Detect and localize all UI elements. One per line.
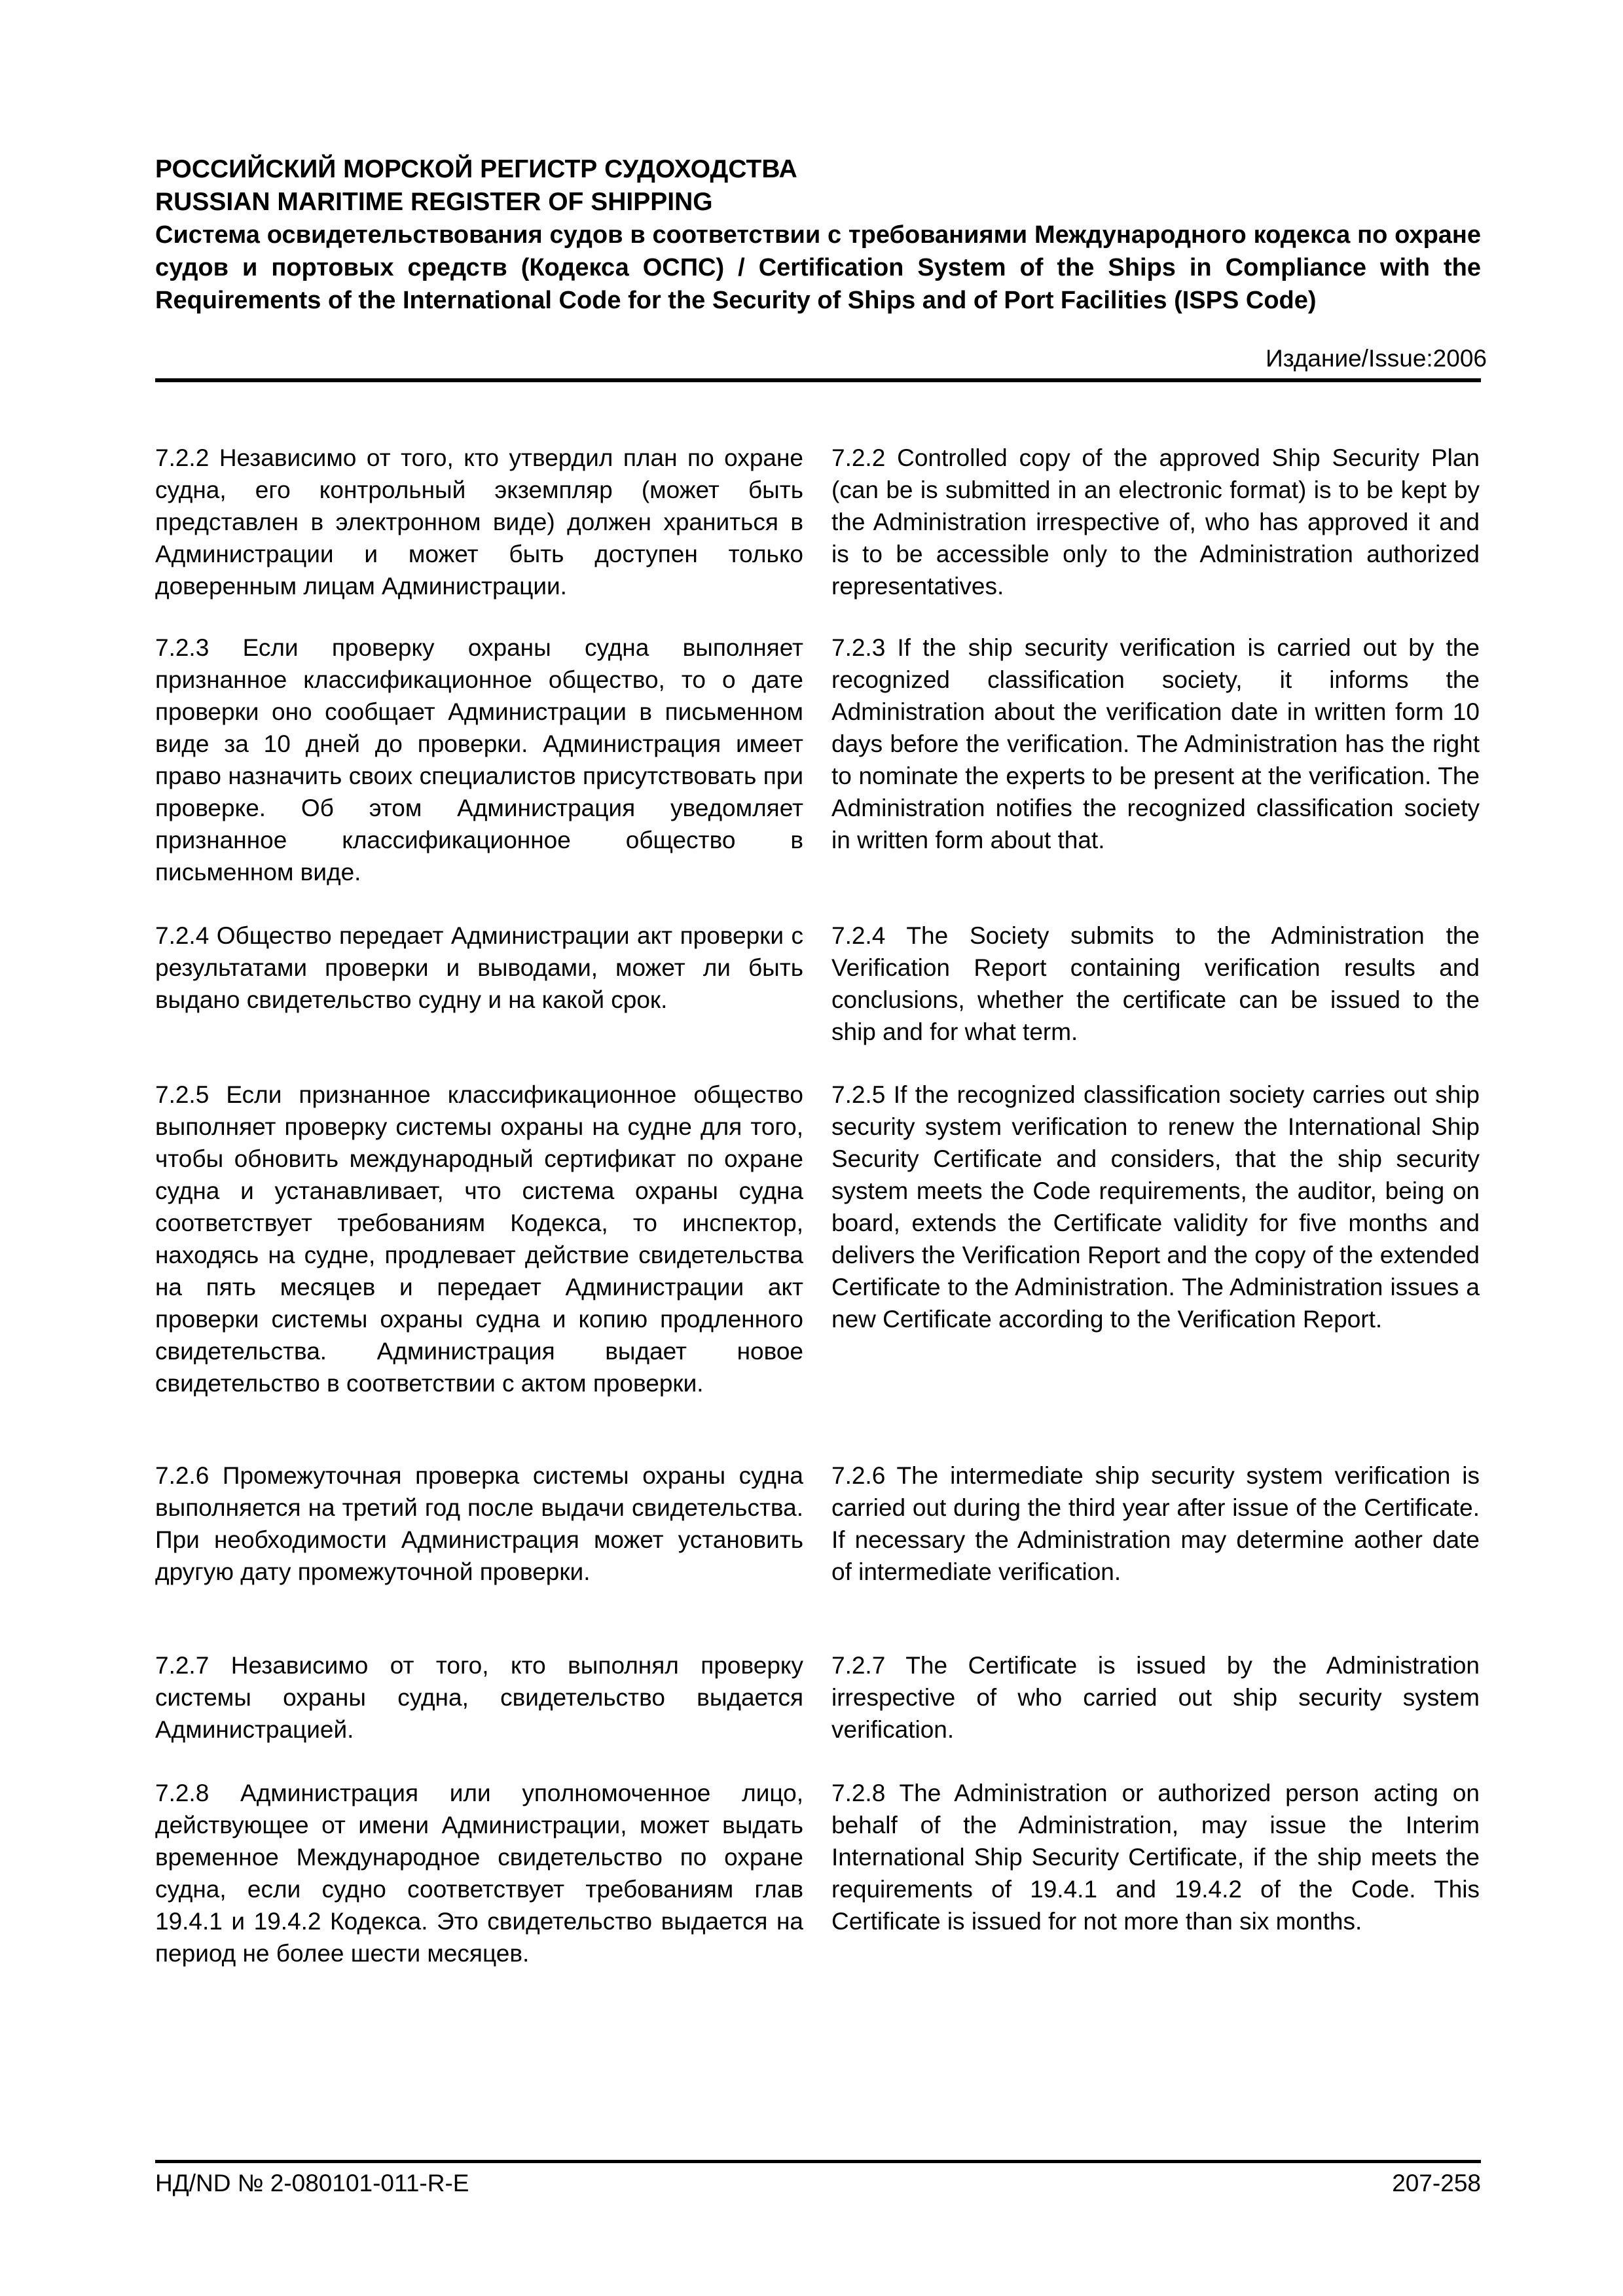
page-header <box>155 153 1481 317</box>
footer-divider <box>155 2160 1481 2163</box>
page-range: 207-258 <box>1392 2170 1481 2197</box>
section-7-2-7-en: 7.2.7 The Certificate is issued by the Administration irrespective of who carried out ship security system verification. <box>831 1652 1480 1743</box>
section-7-2-6-ru: 7.2.6 Промежуточная проверка системы охраны судна выполняется на третий год после выдачи свидетельства. При необходимости Администрация может установить другую дату промежуточной проверки. <box>155 1462 803 1585</box>
section-7-2-4-ru: 7.2.4 Общество передает Администрации акт проверки с результатами проверки и выводами, может ли быть выдано свидетельство судну и на какой срок. <box>155 922 803 1013</box>
section-7-2-8-ru: 7.2.8 Администрация или уполномоченное лицо, действующее от имени Администрации, может выдать временное Международное свидетельство по охране судна, если судно соответствует требованиям глав 19.4.1 и 19.4.2 Кодекса. Это свидетельство выдается на период не более шести месяцев. <box>155 1780 803 1967</box>
header-divider <box>155 378 1481 382</box>
section-7-2-4-en: 7.2.4 The Society submits to the Administration the Verification Report containing verification results and conclusions, whether the certificate can be issued to the ship and for what term. <box>831 922 1480 1045</box>
section-7-2-2-ru: 7.2.2 Независимо от того, кто утвердил план по охране судна, его контрольный экземпляр (может быть представлен в электронном виде) должен храниться в Администрации и может быть доступен только доверенным лицам Администрации. <box>155 444 803 600</box>
document-subtitle: Система освидетельствования судов в соответствии с требованиями Международного кодекса по охране судов и портовых средств (Кодекса ОСПС) / Certification System of the Ships in Compliance with the Requirements of the International Code for the Security of Ships and of Port Facilities (ISPS Code) <box>155 221 1481 314</box>
document-number: НД/ND № 2-080101-011-R-E <box>155 2170 469 2197</box>
section-7-2-2-en: 7.2.2 Controlled copy of the approved Ship Security Plan (can be is submitted in an electronic format) is to be kept by the Administration irrespective of, who has approved it and is to be accessible only to the Administration authorized representatives. <box>831 444 1480 600</box>
section-7-2-3-ru: 7.2.3 Если проверку охраны судна выполняет признанное классификационное общество, то о дате проверки оно сообщает Администрации в письменном виде за 10 дней до проверки. Администрация имеет право назначить своих специалистов присутствовать при проверке. Об этом Администрация уведомляет признанное классификационное общество в письменном виде. <box>155 634 803 886</box>
section-7-2-5-ru: 7.2.5 Если признанное классификационное общество выполняет проверку системы охраны на судне для того, чтобы обновить международный сертификат по охране судна и устанавливает, что система охраны судна соответствует требованиям Кодекса, то инспектор, находясь на судне, продлевает действие свидетельства на пять месяцев и передает Администрации акт проверки системы охраны судна и копию продленного свидетельства. Администрация выдает новое свидетельство в соответствии с актом проверки. <box>155 1081 803 1397</box>
org-name-ru: РОССИЙСКИЙ МОРСКОЙ РЕГИСТР СУДОХОДСТВА <box>155 155 797 183</box>
section-7-2-8-en: 7.2.8 The Administration or authorized person acting on behalf of the Administration, may issue the Interim International Ship Security Certificate, if the ship meets the requirements of 19.4.1 and 19.4.2 of the Code. This Certificate is issued for not more than six months. <box>831 1780 1480 1935</box>
issue-label: Издание/Issue:2006 <box>1266 345 1487 372</box>
org-name-en: RUSSIAN MARITIME REGISTER OF SHIPPING <box>155 188 713 216</box>
section-7-2-7-ru: 7.2.7 Независимо от того, кто выполнял проверку системы охраны судна, свидетельство выдается Администрацией. <box>155 1652 803 1743</box>
section-7-2-6-en: 7.2.6 The intermediate ship security system verification is carried out during the third year after issue of the Certificate. If necessary the Administration may determine aother date of intermediate verification. <box>831 1462 1480 1585</box>
section-7-2-5-en: 7.2.5 If the recognized classification society carries out ship security system verification to renew the International Ship Security Certificate and considers, that the ship security system meets the Code requirements, the auditor, being on board, extends the Certificate validity for five months and delivers the Verification Report and the copy of the extended Certificate to the Administration. The Administration issues a new Certificate according to the Verification Report. <box>831 1081 1480 1333</box>
section-7-2-3-en: 7.2.3 If the ship security verification is carried out by the recognized classification society, it informs the Administration about the verification date in written form 10 days before the verification. The Administration has the right to nominate the experts to be present at the verification. The Administration notifies the recognized classification society in written form about that. <box>831 634 1480 853</box>
